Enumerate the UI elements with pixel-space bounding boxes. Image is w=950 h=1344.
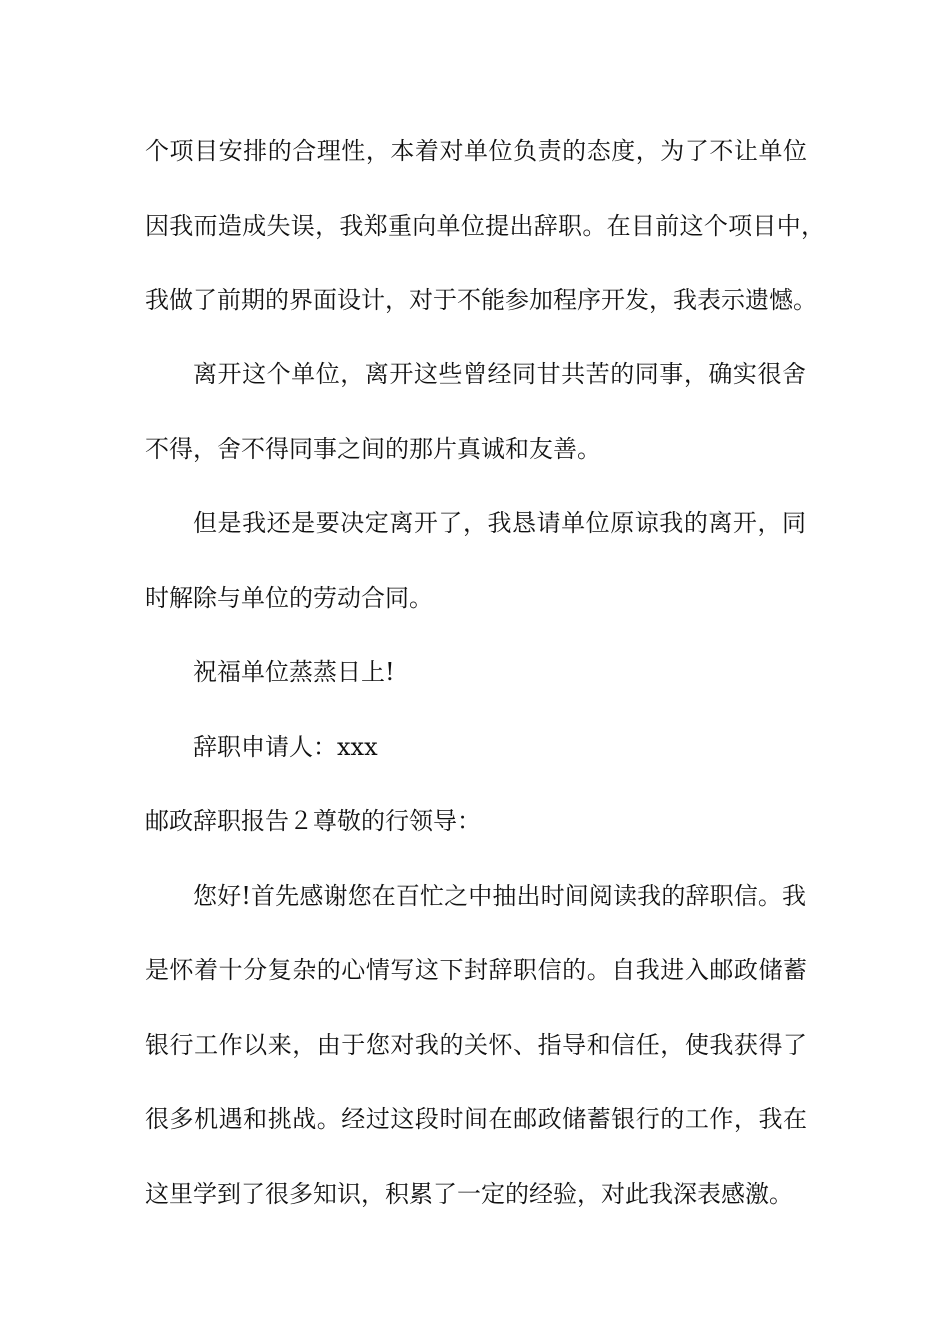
closing-wish: 祝福单位蒸蒸日上!: [193, 658, 395, 686]
text-line: 我做了前期的界面设计，对于不能参加程序开发，我表示遗憾。: [145, 286, 817, 314]
paragraph-first-line: 但是我还是要决定离开了，我恳请单位原谅我的离开，同: [193, 509, 806, 537]
text-line: 是怀着十分复杂的心情写这下封辞职信的。自我进入邮政储蓄: [145, 956, 807, 984]
paragraph-first-line: 您好!首先感谢您在百忙之中抽出时间阅读我的辞职信。我: [193, 882, 806, 910]
text-line: 银行工作以来，由于您对我的关怀、指导和信任，使我获得了: [145, 1031, 807, 1059]
text-line: 时解除与单位的劳动合同。: [145, 584, 433, 612]
text-line: 个项目安排的合理性，本着对单位负责的态度，为了不让单位: [145, 137, 807, 165]
paragraph-first-line: 离开这个单位，离开这些曾经同甘共苦的同事，确实很舍: [193, 360, 806, 388]
text-line: 因我而造成失误，我郑重向单位提出辞职。在目前这个项目中，: [145, 212, 825, 240]
text-line: 这里学到了很多知识，积累了一定的经验，对此我深表感激。: [145, 1180, 793, 1208]
signature-line: 辞职申请人：xxx: [193, 733, 378, 761]
text-line: 很多机遇和挑战。经过这段时间在邮政储蓄银行的工作，我在: [145, 1105, 807, 1133]
text-line: 不得，舍不得同事之间的那片真诚和友善。: [145, 435, 601, 463]
section-heading: 邮政辞职报告２尊敬的行领导：: [145, 807, 481, 835]
